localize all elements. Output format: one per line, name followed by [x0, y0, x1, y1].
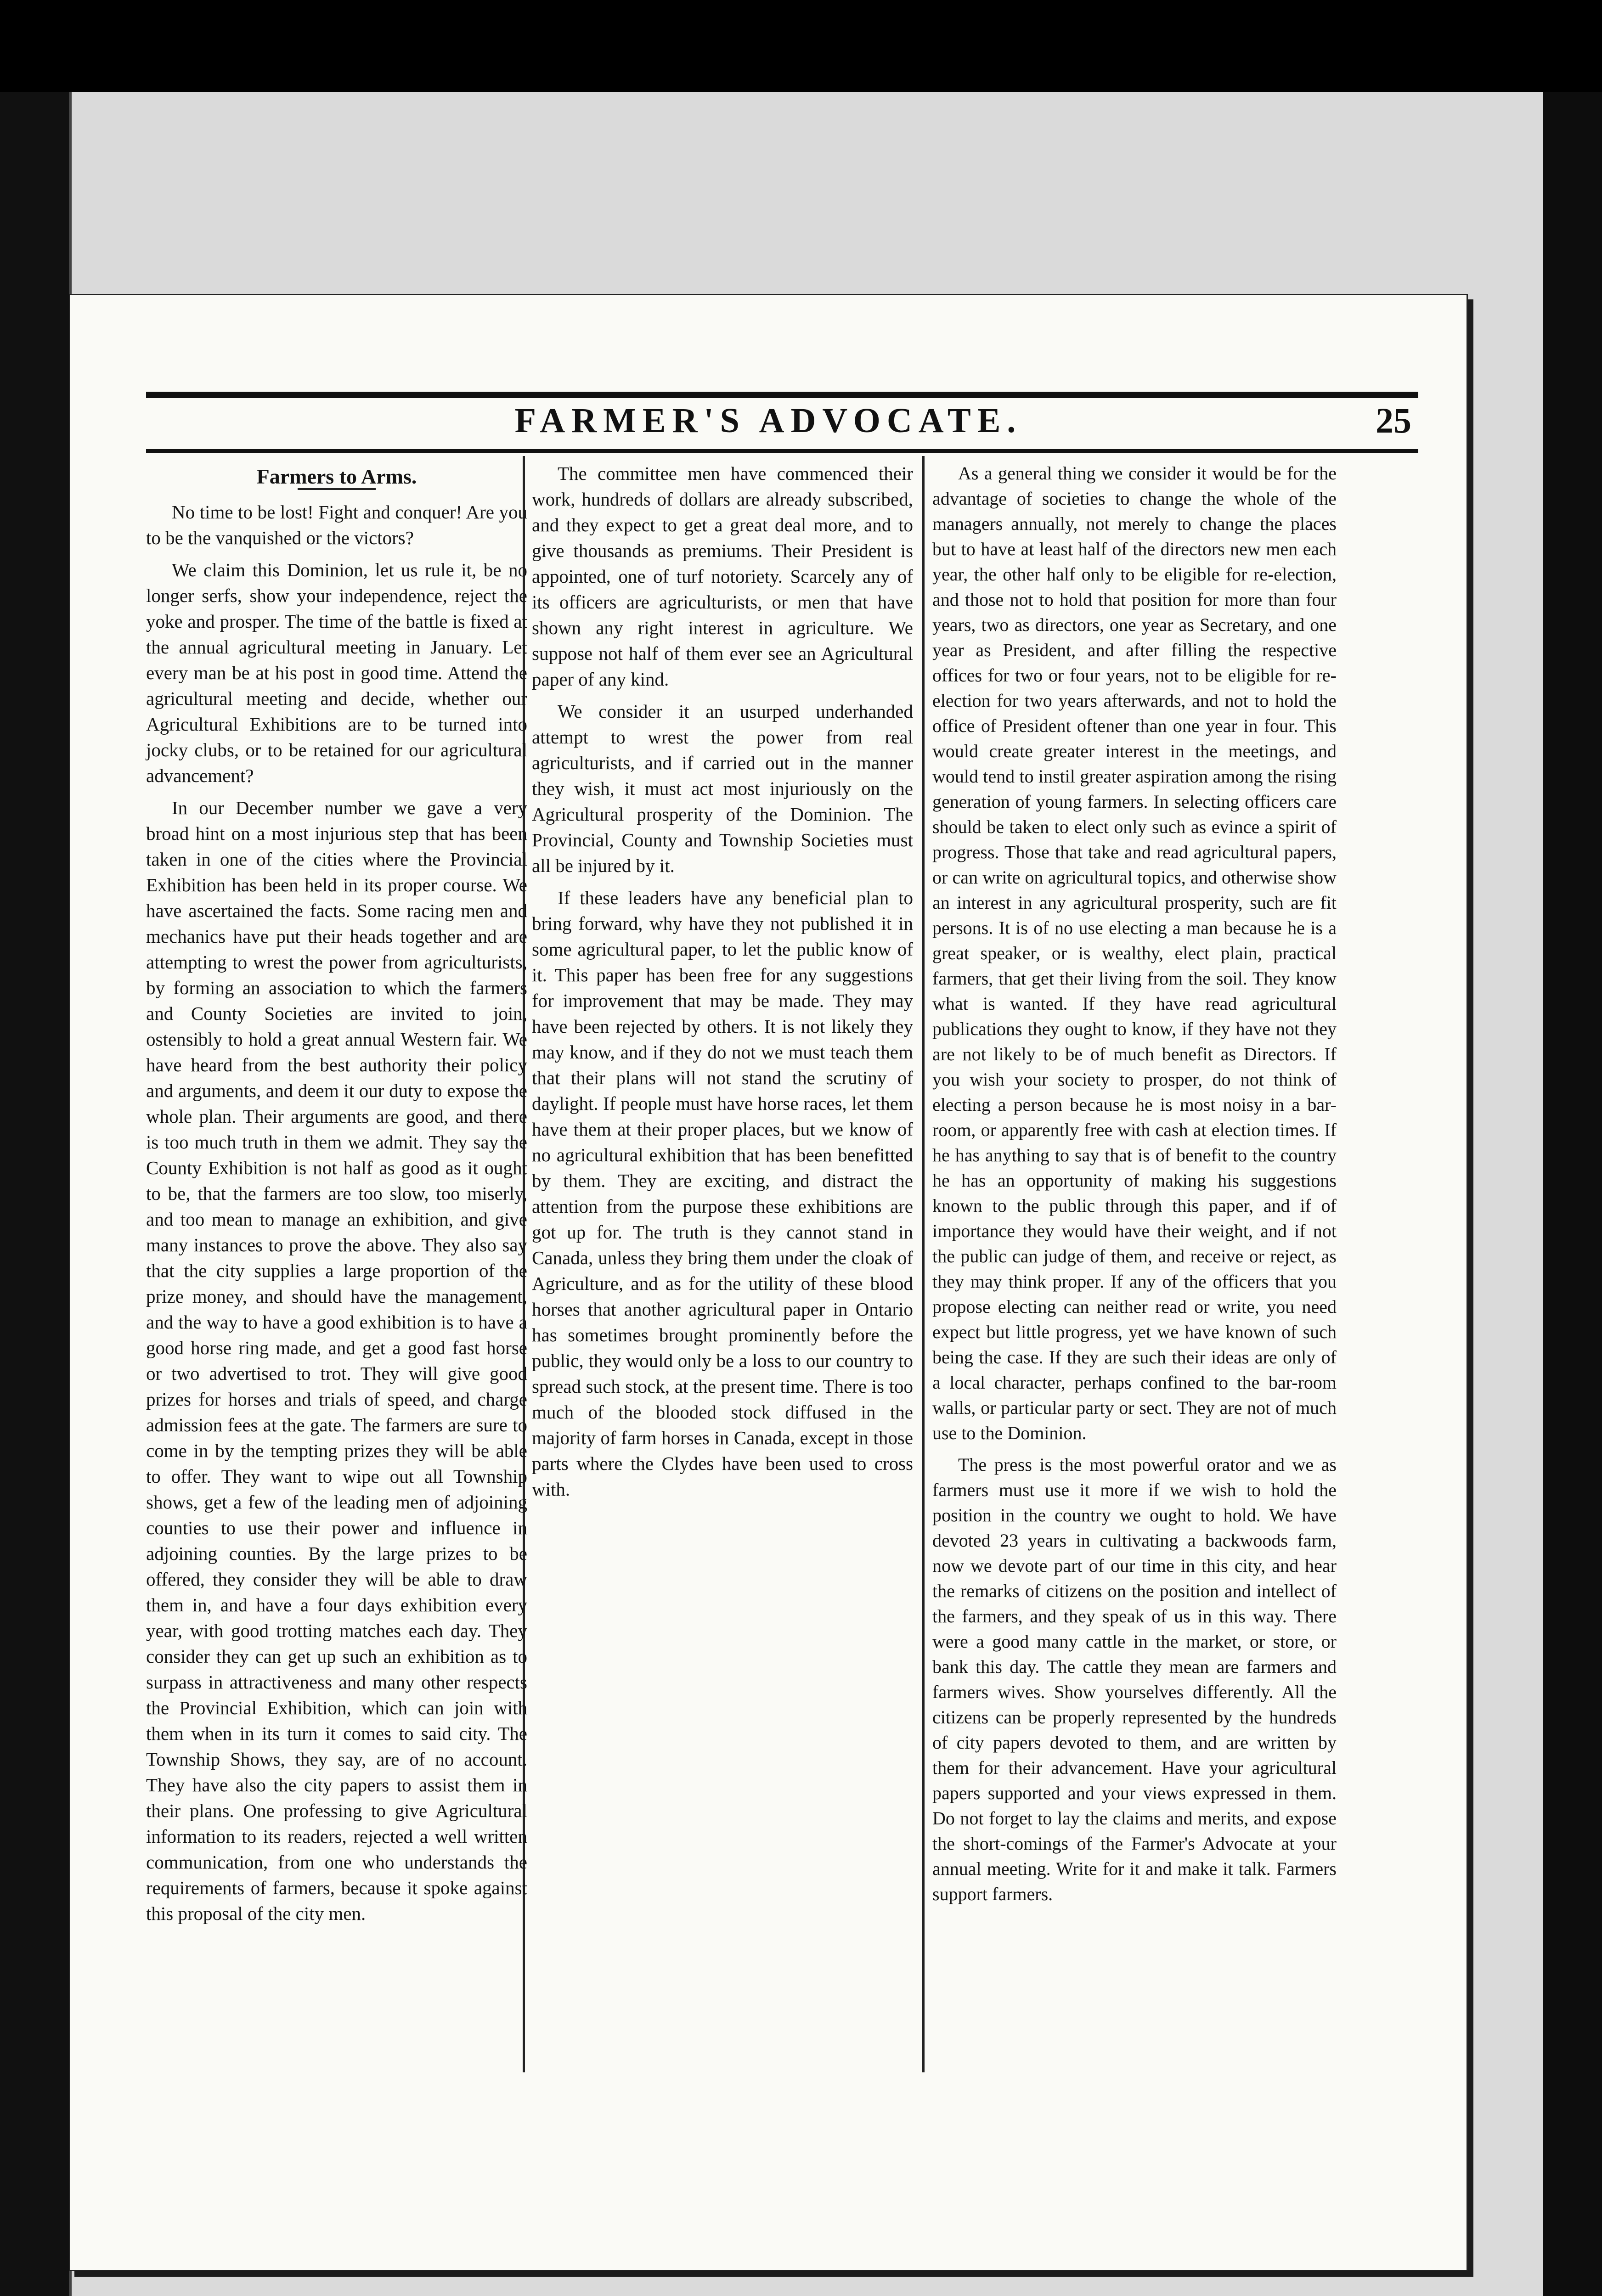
paragraph: In our December number we gave a very broad hint on a most injurious step that has been taken in one of the cities where the Provincial Exhibition has been held in its proper course. We have ascertained the facts. Some racing men and mechanics have put their heads together and are attempting to wrest the power from agriculturists, by forming an association to which the farmers and County Societies are invited to join, ostensibly to hold a great annual Western fair. We have heard from the best authority their policy and arguments, and deem it our duty to expose the whole plan. Their arguments are good, and there is too much truth in them we admit. They say the County Exhibition is not half as good as it ought to be, that the farmers are too slow, too miserly, and too mean to manage an exhibition, and give many instances to prove the above. They also say that the city supplies a large proportion of the prize money, and should have the management, and the way to have a good exhibition is to have a good horse ring made, and get a good fast horse or two advertised to trot. They will give good prizes for horses and trials of speed, and charge admission fees at the gate. The farmers are sure to come in by the tempting prizes they will be able to offer. They want to wipe out all Township shows, get a few of the leading men of adjoining counties to use their power and influence in adjoining counties. By the large prizes to be offered, they consider they will be able to draw them in, and have a four days exhibition every year, with good trotting matches each day. They consider they can get up such an exhibition as to surpass in attractiveness and many other respects the Provincial Exhibition, which can join with them when in its turn it comes to said city. The Township Shows, they say, are of no account. They have also the city papers to assist them in their plans. One professing to give Agricultural information to its readers, rejected a well written communication, from one who understands the requirements of farmers, because it spoke against this proposal of the city men. [146, 797, 527, 1924]
column-divider-2 [922, 456, 925, 2072]
masthead-title: FARMER'S ADVOCATE. [514, 401, 1022, 440]
paragraph: We consider it an usurped underhanded attempt to wrest the power from real agriculturists, and if carried out in the manner they wish, it must act most injuriously on the Agricultural prosperity of the Dominion. The Provincial, County and Township Societies must all be injured by it. [532, 701, 913, 876]
masthead-rule-bottom [146, 449, 1418, 453]
masthead-rule-top [146, 392, 1418, 398]
paragraph: No time to be lost! Fight and conquer! Are you to be the vanquished or the victors? [146, 501, 527, 548]
column-3 [932, 461, 1337, 1907]
page-number: 25 [1376, 400, 1411, 440]
newspaper-page [69, 294, 1468, 2271]
paragraph: The committee men have commenced their work, hundreds of dollars are already subscribed, and they expect to get a great deal more, and to give thousands as premiums. Their President is appointed, one of turf notoriety. Scarcely any of its officers are agriculturists, or men that have shown any right interest in agriculture. We suppose not half of them ever see an Agricultural paper of any kind. [532, 463, 913, 690]
paragraph: We claim this Dominion, let us rule it, be no longer serfs, show your independence, reject the yoke and prosper. The time of the battle is fixed at the annual agricultural meeting in January. Let every man be at his post in good time. Attend the agricultural meeting and decide, whether our Agricultural Exhibitions are to be turned into jocky clubs, or to be retained for our agricultural advancement? [146, 559, 527, 786]
paragraph: The press is the most powerful orator and we as farmers must use it more if we wish to hold the position in the country we ought to hold. We have devoted 23 years in cultivating a backwoods farm, now we devote part of our time in this city, and hear the remarks of citizens on the position and intellect of the farmers, and they speak of us in this way. There were a good many cattle in the market, or store, or bank this day. The cattle they mean are farmers and farmers wives. Show yourselves differently. All the citizens can be properly represented by the hundreds of city papers devoted to them, and are written by them for their advancement. Have your agricultural papers supported and your views expressed in them. Do not forget to lay the claims and merits, and expose the short-comings of the Farmer's Advocate at your annual meeting. Write for it and make it talk. Farmers support farmers. [932, 1454, 1337, 1904]
binding-edge [0, 92, 72, 2296]
column-1 [146, 461, 527, 1926]
article-heading: Farmers to Arms. [256, 465, 417, 488]
paragraph: As a general thing we consider it would be for the advantage of societies to change the whole of the managers annually, not merely to change the places but to have at least half of the directors new men each year, the other half only to be eligible for re-election, and those not to hold that position for more than four years, two as directors, one year as Secretary, and one year as President, and after filling the respective offices for two or four years, not to be eligible for re-election for two years afterwards, and not to hold the office of President oftener than one year in four. This would create greater interest in the meetings, and would tend to instil greater aspiration among the rising generation of young farmers. In selecting officers care should be taken to elect only such as evince a spirit of progress. Those that take and read agricultural papers, or can write on agricultural topics, and otherwise show an interest in any agricultural prosperity, such are fit persons. It is of no use electing a man because he is a great speaker, or is wealthy, elect plain, practical farmers, that get their living from the soil. They know what is wanted. If they have read agricultural publications they ought to know, if they have not they are not likely to be of much benefit as Directors. If you wish your society to prosper, do not think of electing a person because he is most noisy in a bar-room, or apparently free with cash at election times. If he has anything to say that is of benefit to the country he has an opportunity of making his suggestions known to the public through this paper, and if of importance they would have their weight, and if not the public can judge of them, and receive or reject, as they may think proper. If any of the officers that you propose electing can neither read or write, you need expect but little progress, yet we have known of such being the case. If they are such their ideas are only of a local character, perhaps confined to the bar-room walls, or particular party or sect. They are not of much use to the Dominion. [932, 463, 1337, 1443]
microfilm-border-top [0, 0, 1602, 92]
column-2 [532, 461, 913, 2251]
paragraph: If these leaders have any beneficial plan to bring forward, why have they not published it in some agricultural paper, to let the public know of it. This paper has been free for any suggestions for improvement that may be made. They may have been rejected by others. It is not likely they may know, and if they do not we must teach them that their plans will not stand the scrutiny of daylight. If people must have horse races, let them have them at their proper places, but we know of no agricultural exhibition that has been benefitted by them. They are exciting, and distract the attention from the purpose these exhibitions are got up for. The truth is they cannot stand in Canada, unless they bring them under the cloak of Agriculture, and as for the utility of these blood horses that another agricultural paper in Ontario has sometimes brought prominently before the public, they would only be a loss to our country to spread such stock, at the present time. There is too much of the blooded stock diffused in the majority of farm horses in Canada, except in those parts where the Clydes have been used to cross with. [532, 887, 913, 1500]
